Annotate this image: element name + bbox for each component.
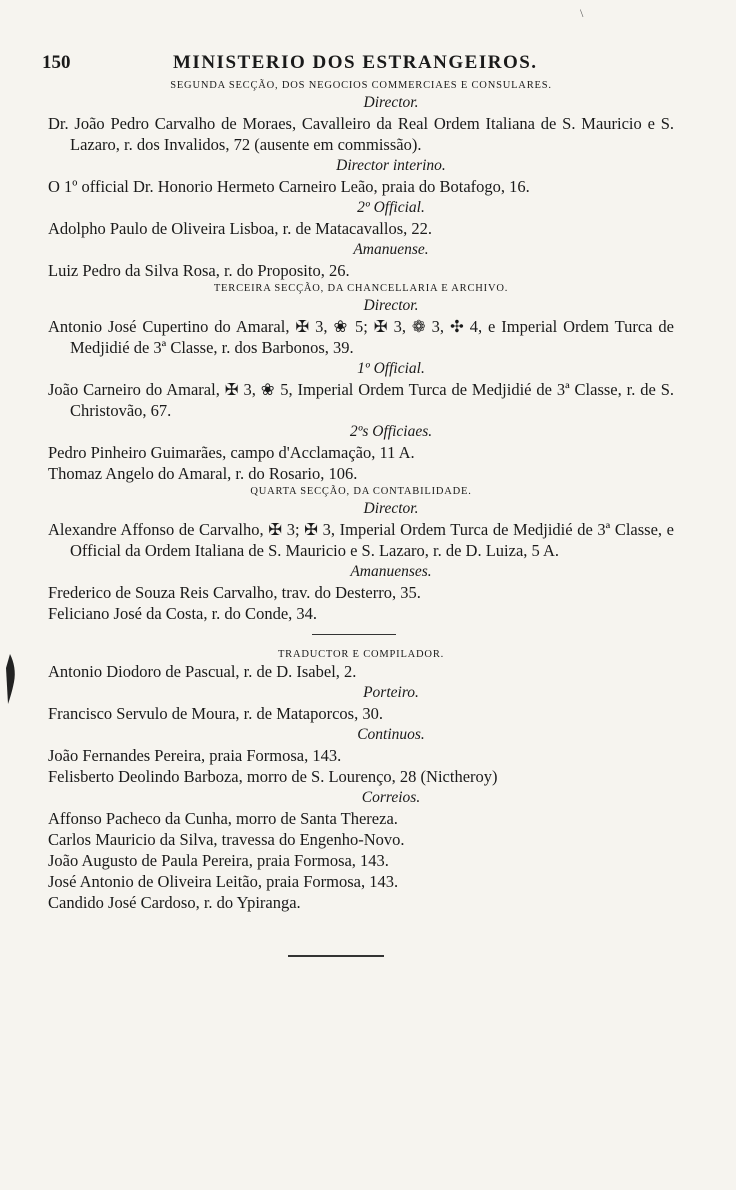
staff-entry: Luiz Pedro da Silva Rosa, r. do Proposito, 26. [48, 261, 350, 280]
section-heading: TRADUCTOR E COMPILADOR. [277, 649, 445, 660]
staff-entry: O 1º official Dr. Honorio Hermeto Carneiro Leão, praia do Botafogo, 16. [48, 177, 530, 196]
section-heading: QUARTA SECÇÃO, DA CONTABILIDADE. [250, 486, 472, 497]
role-title: Director. [363, 500, 419, 517]
binding-edge-mark [4, 648, 18, 708]
staff-entry: Francisco Servulo de Moura, r. de Mataporcos, 30. [48, 704, 383, 723]
page-number: 150 [42, 52, 71, 73]
document-page [42, 52, 674, 971]
running-title: MINISTERIO DOS ESTRANGEIROS. [173, 52, 538, 73]
staff-entry: João Augusto de Paula Pereira, praia Formosa, 143. [48, 851, 389, 870]
role-title: Correios. [361, 789, 421, 806]
staff-entry: Affonso Pacheco da Cunha, morro de Santa Thereza. [48, 809, 398, 828]
role-title: Porteiro. [363, 684, 419, 701]
staff-entry: Feliciano José da Costa, r. do Conde, 34. [48, 604, 318, 623]
section-heading: TERCEIRA SECÇÃO, DA CHANCELLARIA E ARCHIVO. [213, 283, 509, 294]
role-title: 1º Official. [357, 360, 425, 377]
staff-entry: Adolpho Paulo de Oliveira Lisboa, r. de Matacavallos, 22. [48, 219, 432, 238]
role-title: 2ºs Officiaes. [349, 423, 433, 440]
staff-entry: Pedro Pinheiro Guimarães, campo d'Acclamação, 11 A. [48, 443, 415, 462]
staff-entry: Antonio Diodoro de Pascual, r. de D. Isabel, 2. [48, 662, 357, 681]
staff-entry: Alexandre Affonso de Carvalho, ✠ 3; ✠ 3, Imperial Ordem Turca de Medjidié de 3ª Classe, e Official da Ordem Italiana de S. Mauricio e S. Lazaro, r. de D. Luiza, 5 A. [48, 520, 674, 560]
role-title: Director interino. [336, 157, 446, 174]
staff-entry: Carlos Mauricio da Silva, travessa do Engenho-Novo. [48, 830, 405, 849]
staff-entry: José Antonio de Oliveira Leitão, praia Formosa, 143. [48, 872, 399, 891]
end-rule [288, 955, 384, 957]
role-title: 2º Official. [357, 199, 425, 216]
role-title: Director. [363, 94, 419, 111]
staff-entry: João Carneiro do Amaral, ✠ 3, ❀ 5, Imperial Ordem Turca de Medjidié de 3ª Classe, r. de S. Christovão, 67. [48, 380, 674, 420]
staff-entry: Thomaz Angelo do Amaral, r. do Rosario, 106. [48, 464, 358, 483]
section-rule [312, 634, 396, 635]
staff-entry: João Fernandes Pereira, praia Formosa, 143. [48, 746, 342, 765]
role-title: Director. [363, 297, 419, 314]
document-body [48, 80, 674, 913]
role-title: Continuos. [357, 726, 425, 743]
staff-entry: Felisberto Deolindo Barboza, morro de S. Lourenço, 28 (Nictheroy) [48, 767, 498, 786]
staff-entry: Dr. João Pedro Carvalho de Moraes, Cavalleiro da Real Ordem Italiana de S. Mauricio e S. Lazaro, r. dos Invalidos, 72 (ausente em commissão). [48, 114, 674, 154]
staff-entry: Antonio José Cupertino do Amaral, ✠ 3, ❀ 5; ✠ 3, ❁ 3, ✣ 4, e Imperial Ordem Turca de Medjidié de 3ª Classe, r. dos Barbonos, 39. [48, 317, 674, 357]
staff-entry: Candido José Cardoso, r. do Ypiranga. [48, 893, 301, 912]
running-header [42, 52, 674, 78]
staff-entry: Frederico de Souza Reis Carvalho, trav. do Desterro, 35. [48, 583, 421, 602]
role-title: Amanuenses. [350, 563, 432, 580]
section-heading: SEGUNDA SECÇÃO, DOS NEGOCIOS COMMERCIAES E CONSULARES. [170, 80, 552, 91]
margin-mark: \ [580, 6, 584, 20]
role-title: Amanuense. [353, 241, 429, 258]
